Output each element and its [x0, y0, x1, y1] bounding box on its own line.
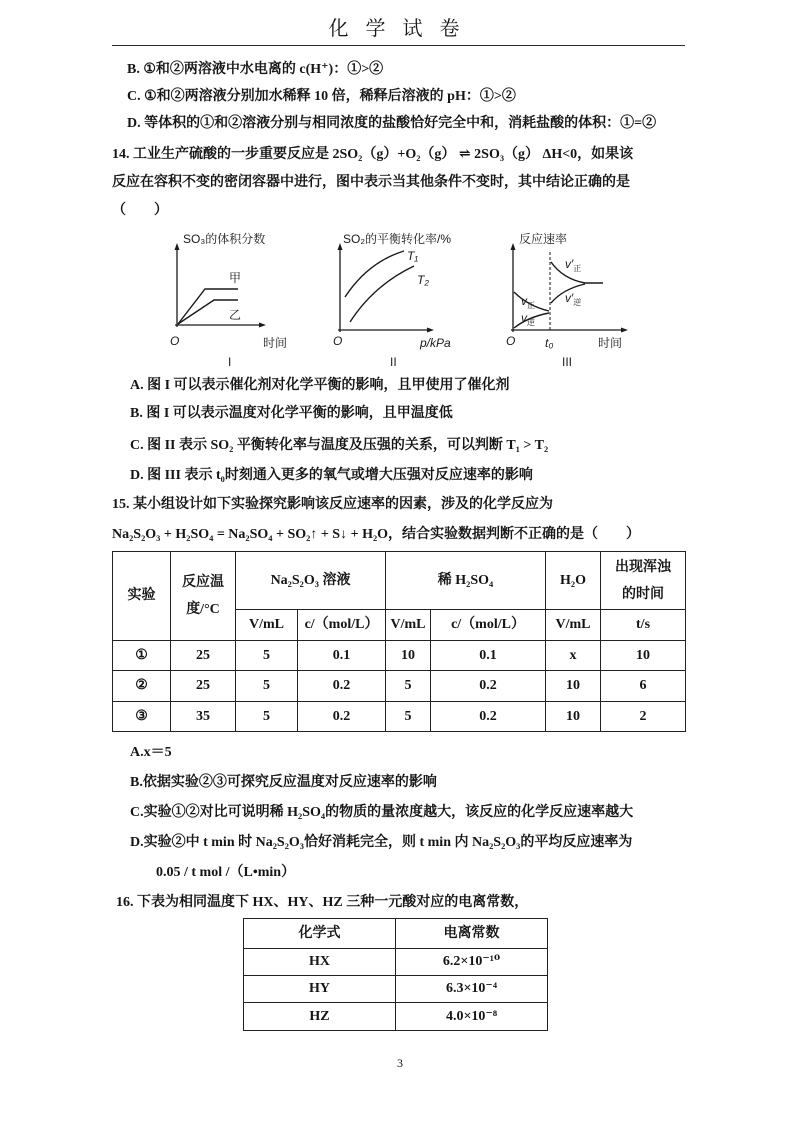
graph-3-v-forward-new-label: [565, 257, 581, 273]
table-cell: x: [546, 641, 601, 671]
v-reverse-new-base: v′: [565, 291, 574, 305]
table-cell: 35: [171, 702, 236, 732]
table-cell: 0.1: [431, 641, 546, 671]
graph-2-caption: II: [390, 355, 397, 369]
v-forward-new-sub: 正: [573, 264, 582, 273]
table-row: [244, 976, 548, 1003]
q14-option-c: C. 图 II 表示 SO₂ 平衡转化率与温度及压强的关系，可以判断 T₁ > T₂: [130, 438, 549, 453]
page-number: 3: [397, 1056, 403, 1070]
table-row: [113, 671, 686, 702]
table-cell: 10: [546, 702, 601, 732]
graph-1-curve-jia-label: 甲: [229, 271, 242, 285]
graph-2-x-arrow: [427, 328, 434, 333]
graph-3-origin: O: [506, 334, 516, 348]
table-cell: HY: [244, 976, 396, 1003]
table-cell: 5: [386, 702, 431, 732]
table-cell: 6.2×10⁻¹⁰: [396, 949, 548, 976]
table-cell: ②: [113, 671, 171, 702]
graph-1-origin: O: [170, 334, 180, 348]
header-time: 出现浑浊的时间: [615, 559, 672, 602]
table-cell: 5: [236, 671, 298, 702]
prev-option-b: B. ①和②两溶液中水电离的 c(H⁺)：①>②: [127, 62, 384, 77]
q14-option-d: D. 图 III 表示 t₀时刻通入更多的氧气或增大压强对反应速率的影响: [130, 468, 533, 483]
q14-graphs: [150, 225, 640, 375]
header-temperature-cell: [171, 552, 236, 641]
table-row: [244, 1003, 548, 1031]
graph-3-v-reverse-new-label: [565, 291, 581, 307]
table-cell: 6.3×10⁻⁴: [396, 976, 548, 1003]
prev-option-c: C. ①和②两溶液分别加水稀释 10 倍，稀释后溶液的 pH：①>②: [127, 89, 516, 104]
graph-1-y-arrow: [175, 243, 180, 250]
q15-option-a: A.x＝5: [130, 745, 172, 760]
q15-stem-line-2: Na₂S₂O₃ + H₂SO₄ = Na₂SO₄ + SO₂↑ + S↓ + H₂O，结合实验数据判断不正确的是（ ）: [112, 527, 641, 542]
graph-2-x-label: p/kPa: [420, 336, 451, 350]
graph-1: [170, 231, 287, 369]
table-cell: 6: [601, 671, 686, 702]
q14-stem-line-1: 14. 工业生产硫酸的一步重要反应是 2SO₂（g）+O₂（g） ⇌ 2SO₃（g） ΔH<0，如果该: [112, 147, 634, 162]
v-reverse-new-sub: 逆: [573, 298, 582, 307]
table-cell: 5: [236, 702, 298, 732]
table-row: [244, 949, 548, 976]
graph-3: [506, 231, 628, 369]
q15-experiment-table: [112, 551, 686, 732]
graph-3-x-arrow: [621, 328, 628, 333]
q16-stem: 16. 下表为相同温度下 HX、HY、HZ 三种一元酸对应的电离常数，: [116, 895, 529, 910]
table-cell: 0.2: [431, 671, 546, 702]
graph-1-y-label: SO₃的体积分数: [183, 232, 266, 246]
table-cell: 0.2: [298, 702, 386, 732]
v-forward-new-base: v′: [565, 257, 574, 271]
subheader-h2so4-volume: V/mL: [386, 610, 431, 641]
graph-3-y-label: 反应速率: [519, 232, 568, 246]
header-water: H₂O: [546, 552, 601, 610]
table-cell: 0.2: [298, 671, 386, 702]
graph-2-y-label: SO₂的平衡转化率/%: [343, 232, 452, 246]
v-forward-base: v: [521, 294, 527, 308]
q14-option-a: A. 图 I 可以表示催化剂对化学平衡的影响，且甲使用了催化剂: [130, 378, 510, 393]
graph-3-t0-label: t₀: [545, 336, 554, 350]
prev-option-d: D. 等体积的①和②溶液分别与相同浓度的盐酸恰好完全中和，消耗盐酸的体积：①=②: [127, 116, 657, 131]
table-header-row: [113, 552, 686, 610]
table-cell: HZ: [244, 1003, 396, 1031]
graph-1-x-label: 时间: [263, 336, 288, 350]
q14-stem-line-2: 反应在容积不变的密闭容器中进行，图中表示当其他条件不变时，其中结论正确的是: [112, 175, 630, 190]
subheader-na2s2o3-volume: V/mL: [236, 610, 298, 641]
table-row: [113, 702, 686, 732]
header-rule: [112, 45, 685, 46]
table-cell: 25: [171, 671, 236, 702]
header-na2s2o3: Na₂S₂O₃ 溶液: [236, 552, 386, 610]
q15-option-c: C.实验①②对比可说明稀 H₂SO₄的物质的量浓度越大，该反应的化学反应速率越大: [130, 805, 634, 820]
q14-answer-blank: （ ）: [112, 203, 168, 218]
q15-option-d: D.实验②中 t min 时 Na₂S₂O₃恰好消耗完全，则 t min 内 Na₂S₂O₃的平均反应速率为: [130, 835, 633, 850]
q14-option-b: B. 图 I 可以表示温度对化学平衡的影响，且甲温度低: [130, 406, 453, 421]
graph-2-t2-label: T₂: [417, 273, 429, 287]
table-cell: 0.2: [431, 702, 546, 732]
graph-2-origin: O: [333, 334, 343, 348]
table-row: [113, 641, 686, 671]
page-header-title: 化 学 试 卷: [328, 18, 466, 40]
header-h2so4: 稀 H₂SO₄: [386, 552, 546, 610]
graph-2: [333, 231, 451, 369]
table-cell: 10: [386, 641, 431, 671]
table-cell: ①: [113, 641, 171, 671]
table-cell: 0.1: [298, 641, 386, 671]
table-cell: 5: [386, 671, 431, 702]
q15-option-b: B.依据实验②③可探究反应温度对反应速率的影响: [130, 775, 437, 790]
v-reverse-sub: 逆: [527, 318, 535, 327]
header-ionization-constant: 电离常数: [396, 919, 548, 949]
subheader-water-volume: V/mL: [546, 610, 601, 641]
graph-2-curve-t1: [345, 251, 404, 297]
graph-2-curve-t2: [350, 266, 414, 322]
table-cell: ③: [113, 702, 171, 732]
table-cell: 10: [546, 671, 601, 702]
q15-option-d-continued: 0.05 / t mol /（L•min）: [156, 865, 296, 880]
subheader-h2so4-conc: c/（mol/L）: [431, 610, 546, 641]
graph-3-y-arrow: [511, 243, 516, 250]
graph-2-t1-label: T₁: [407, 249, 419, 263]
header-experiment: 实验: [113, 552, 171, 641]
table-cell: 5: [236, 641, 298, 671]
header-temperature: 反应温度/°C: [182, 575, 224, 617]
table-cell: 4.0×10⁻⁸: [396, 1003, 548, 1031]
table-cell: 10: [601, 641, 686, 671]
v-forward-sub: 正: [527, 301, 535, 310]
subheader-na2s2o3-conc: c/（mol/L）: [298, 610, 386, 641]
table-cell: 25: [171, 641, 236, 671]
graph-3-caption: III: [562, 355, 573, 369]
graph-1-caption: I: [228, 355, 232, 369]
table-cell: 2: [601, 702, 686, 732]
graph-1-x-arrow: [259, 323, 266, 328]
header-time-cell: [601, 552, 686, 610]
q16-ionization-table: [243, 918, 548, 1031]
header-formula: 化学式: [244, 919, 396, 949]
graph-3-x-label: 时间: [598, 336, 623, 350]
subheader-time-unit: t/s: [601, 610, 686, 641]
graph-3-v-reverse-label: [521, 311, 535, 327]
table-cell: HX: [244, 949, 396, 976]
table-header-row: [244, 919, 548, 949]
q15-stem-line-1: 15. 某小组设计如下实验探究影响该反应速率的因素，涉及的化学反应为: [112, 497, 553, 512]
graph-1-curve-yi-label: 乙: [229, 308, 242, 322]
graph-3-v-forward-label: [521, 294, 535, 310]
v-reverse-base: v: [521, 311, 527, 325]
graph-2-y-arrow: [338, 243, 343, 250]
